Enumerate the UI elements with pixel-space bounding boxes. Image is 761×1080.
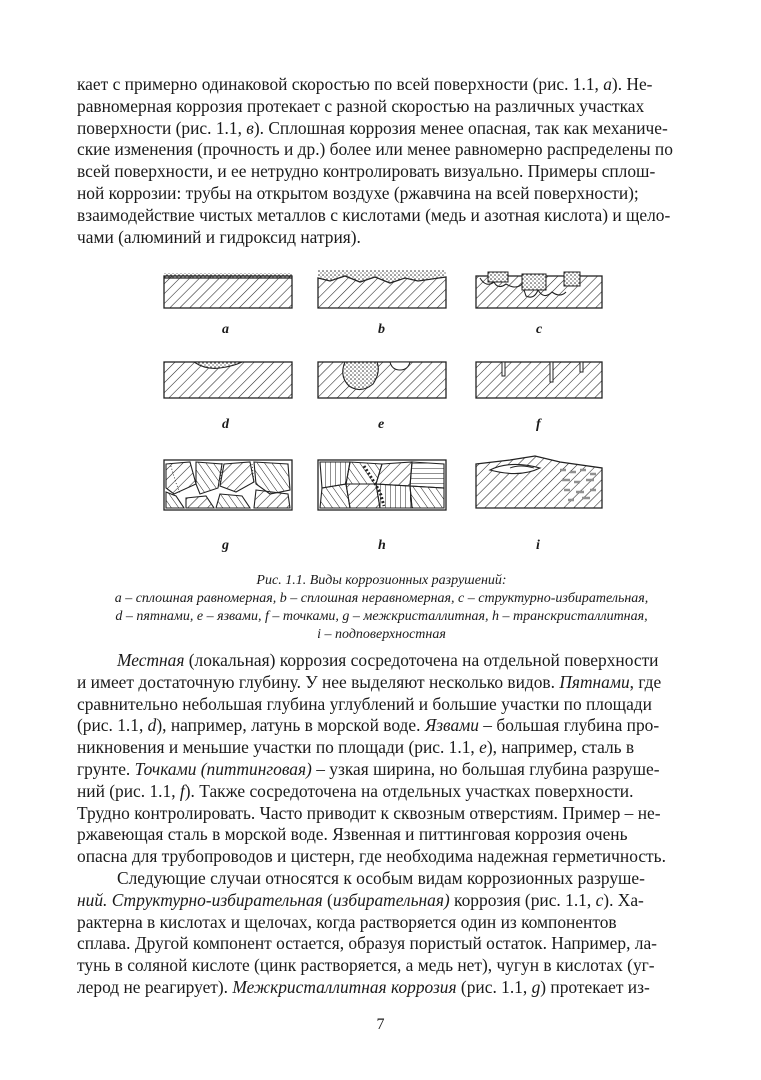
label-f: f [536,417,541,432]
panel-g [164,460,292,510]
label-h: h [378,538,386,553]
caption-line: d – пятнами, e – язвами, f – точками, g – межкристаллитная, h – транскристаллитная, [115,609,648,624]
panel-f [476,362,602,398]
label-g: g [222,538,229,553]
panel-b [318,270,446,308]
panel-i [476,456,602,508]
page-number: 7 [376,1016,385,1033]
label-i: i [536,538,540,553]
panel-d [164,362,292,398]
caption-line: i – подповерхностная [317,627,446,642]
panel-h [318,460,446,510]
label-d: d [222,417,229,432]
figure-caption [77,572,686,644]
panel-a [164,273,292,308]
panel-e [318,362,446,398]
label-b: b [378,322,385,337]
caption-line: a – сплошная равномерная, b – сплошная неравномерная, c – структурно-избирательная, [114,591,649,606]
corrosion-figure [150,258,620,558]
intro-paragraph: кает с примерно одинаковой скоростью по всей поверхности (рис. 1.1, а). Не- равномерная коррозия протекает с разной скоростью на различных участках поверхности (рис. 1.1, в). Сплошная коррозия менее опасная, так как механиче- ские изменения (прочность и др.) более или менее равномерно распределены по всей поверхности, и ее нетрудно контролировать визуально. Примеры сплош- ной коррозии: трубы на открытом воздухе (ржавчина на всей поверхности); взаимодействие чистых металлов с кислотами (медь и азотная кислота) и щело- чами (алюминий и гидроксид натрия). [77,74,673,247]
label-c: c [536,322,543,337]
label-a: a [222,322,229,337]
body-text: Местная (локальная) коррозия сосредоточена на отдельной поверхности и имеет достаточную глубину. У нее выделяют несколько видов. Пятнами, где сравнительно небольшая глубина углублений и большие участки по площади (рис. 1.1, d), например, латунь в морской воде. Язвами – большая глубина про- никновения и меньшие участки по площади (рис. 1.1, e), например, сталь в грунте. Точками (питтинговая) – узкая ширина, но большая глубина разруше- ний (рис. 1.1, f). Также сосредоточена на отдельных участках поверхности. Трудно контролировать. Часто приводит к сквозным отверстиям. Пример – не- ржавеющая сталь в морской воде. Язвенная и питтинговая коррозия очень опасна для трубопроводов и цистерн, где необходима надежная герметичность. Следующие случаи относятся к особым видам коррозионных разруше- ний. Структурно-избирательная (избирательная) коррозия (рис. 1.1, c). Ха- рактерна в кислотах и щелочах, когда растворяется один из компонентов сплава. Другой компонент остается, образуя пористый остаток. Например, ла- тунь в соляной кислоте (цинк растворяется, а медь нет), чугун в кислотах (уг- лерод не реагирует). Межкристаллитная коррозия (рис. 1.1, g) протекает из- [77,650,666,997]
caption-title: Рис. 1.1. Виды коррозионных разрушений: [256,573,507,588]
panel-c [476,272,602,308]
label-e: e [378,417,385,432]
